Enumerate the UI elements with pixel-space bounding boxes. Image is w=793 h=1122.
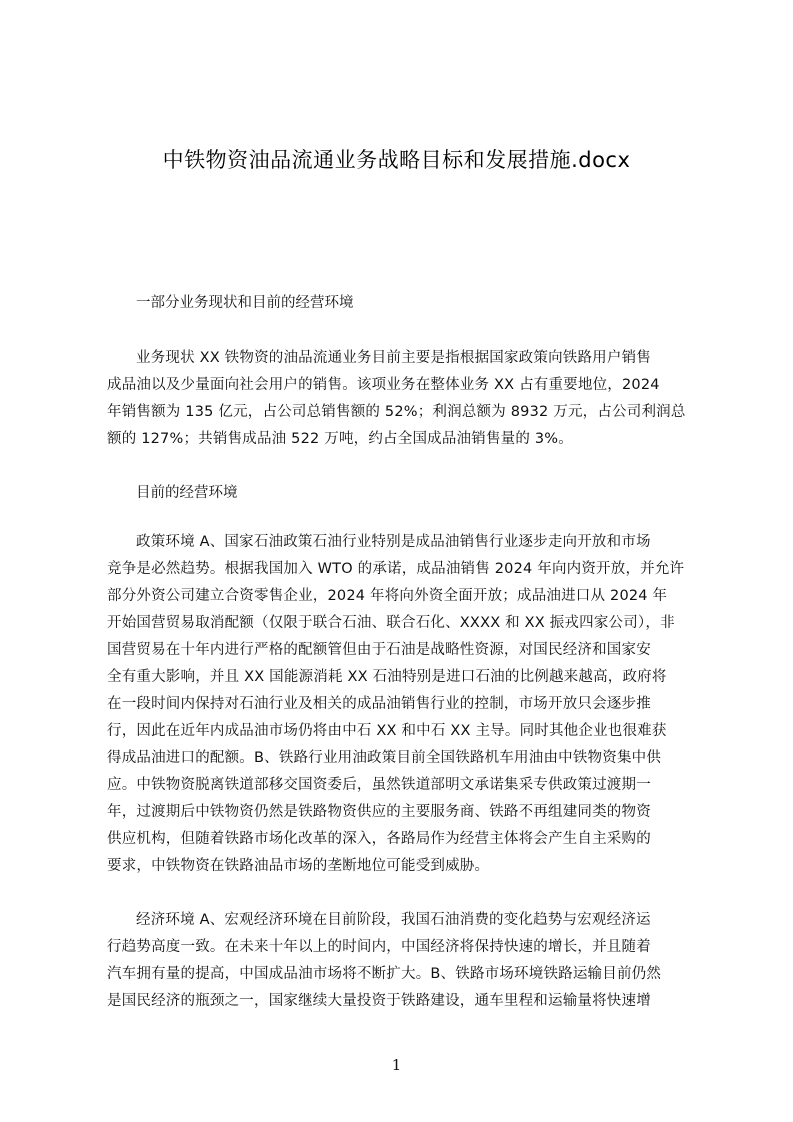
paragraph-line: 行，因此在近年内成品油市场仍将由中石 XX 和中石 XX 主导。同时其他企业也很难获 xyxy=(107,723,667,739)
paragraph-line: 成品油以及少量面向社会用户的销售。该项业务在整体业务 XX 占有重要地位，2024 xyxy=(107,377,660,393)
paragraph-line: 在一段时间内保持对石油行业及相关的成品油销售行业的控制，市场开放只会逐步推 xyxy=(107,696,651,712)
paragraph-line: 经济环境 A、宏观经济环境在目前阶段，我国石油消费的变化趋势与宏观经济运 xyxy=(136,912,651,928)
paragraph-line: 汽车拥有量的提高，中国成品油市场将不断扩大。B、铁路市场环境铁路运输目前仍然 xyxy=(107,966,662,982)
paragraph-line: 竞争是必然趋势。根据我国加入 WTO 的承诺，成品油销售 2024 年向内资开放，并允许 xyxy=(107,561,685,577)
paragraph-line: 额的 127%；共销售成品油 522 万吨，约占全国成品油销售量的 3%。 xyxy=(107,431,573,447)
paragraph-line: 应。中铁物资脱离铁道部移交国资委后，虽然铁道部明文承诺集采专供政策过渡期一 xyxy=(107,777,651,793)
paragraph-line: 行趋势高度一致。在未来十年以上的时间内，中国经济将保持快速的增长，并且随着 xyxy=(107,939,651,955)
paragraph-line: 要求，中铁物资在铁路油品市场的垄断地位可能受到威胁。 xyxy=(107,858,490,874)
paragraph-line: 国营贸易在十年内进行严格的配额管但由于石油是战略性资源，对国民经济和国家安 xyxy=(107,642,651,658)
section-heading: 一部分业务现状和目前的经营环境 xyxy=(136,295,354,311)
document-title: 中铁物资油品流通业务战略目标和发展措施.docx xyxy=(162,148,631,172)
paragraph-line: 政策环境 A、国家石油政策石油行业特别是成品油销售行业逐步走向开放和市场 xyxy=(136,534,651,550)
paragraph-line: 部分外资公司建立合资零售企业，2024 年将向外资全面开放；成品油进口从 2024 年 xyxy=(107,588,668,604)
paragraph-line: 全有重大影响，并且 XX 国能源消耗 XX 石油特别是进口石油的比例越来越高，政府将 xyxy=(107,669,667,685)
paragraph-line: 业务现状 XX 铁物资的油品流通业务目前主要是指根据国家政策向铁路用户销售 xyxy=(136,350,651,366)
paragraph-line: 供应机构，但随着铁路市场化改革的深入，各路局作为经营主体将会产生自主采购的 xyxy=(107,831,651,847)
page-number: 1 xyxy=(391,1056,402,1074)
paragraph-line: 年，过渡期后中铁物资仍然是铁路物资供应的主要服务商、铁路不再组建同类的物资 xyxy=(107,804,651,820)
paragraph-line: 得成品油进口的配额。B、铁路行业用油政策目前全国铁路机车用油由中铁物资集中供 xyxy=(107,750,662,766)
paragraph-line: 开始国营贸易取消配额（仅限于联合石油、联合石化、XXXX 和 XX 振戎四家公司），非 xyxy=(107,615,675,631)
subheading: 目前的经营环境 xyxy=(136,485,238,501)
paragraph-line: 是国民经济的瓶颈之一，国家继续大量投资于铁路建设，通车里程和运输量将快速增 xyxy=(107,993,651,1009)
paragraph-line: 年销售额为 135 亿元，占公司总销售额的 52%；利润总额为 8932 万元，占公司利润总 xyxy=(107,404,686,420)
